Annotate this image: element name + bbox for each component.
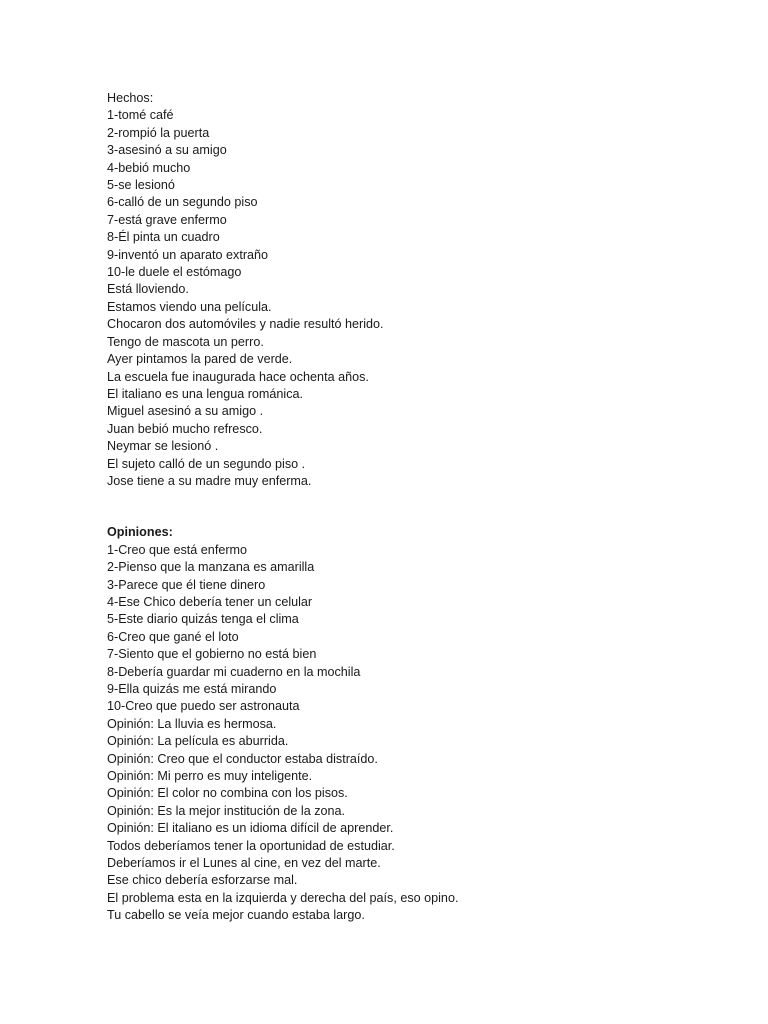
hecho-item: 8-Él pinta un cuadro	[107, 230, 220, 245]
hecho-item: 1-tomé café	[107, 108, 174, 123]
opinion-item: 10-Creo que puedo ser astronauta	[107, 699, 300, 714]
opinion-item: Todos deberíamos tener la oportunidad de estudiar.	[107, 838, 395, 853]
hecho-item: El sujeto calló de un segundo piso .	[107, 456, 306, 471]
hechos-section	[107, 90, 727, 490]
opiniones-title: Opiniones:	[107, 525, 173, 540]
hecho-item: 3-asesinó a su amigo	[107, 143, 227, 158]
opinion-item: Opinión: Mi perro es muy inteligente.	[107, 769, 313, 784]
opinion-item: Opinión: La película es aburrida.	[107, 734, 289, 749]
hechos-list	[107, 107, 727, 490]
opinion-item: 8-Debería guardar mi cuaderno en la mochila	[107, 664, 361, 679]
opinion-item: 2-Pienso que la manzana es amarilla	[107, 560, 315, 575]
opinion-item: Opinión: La lluvia es hermosa.	[107, 716, 277, 731]
hecho-item: Juan bebió mucho refresco.	[107, 421, 263, 436]
hecho-item: Ayer pintamos la pared de verde.	[107, 352, 293, 367]
hecho-item: La escuela fue inaugurada hace ochenta años.	[107, 369, 369, 384]
opinion-item: 1-Creo que está enfermo	[107, 542, 248, 557]
hecho-item: 7-está grave enfermo	[107, 212, 227, 227]
hecho-item: Chocaron dos automóviles y nadie resultó herido.	[107, 317, 384, 332]
hecho-item: 9-inventó un aparato extraño	[107, 247, 269, 262]
hecho-item: Está lloviendo.	[107, 282, 189, 297]
opinion-item: 6-Creo que gané el loto	[107, 629, 239, 644]
hecho-item: 5-se lesionó	[107, 178, 175, 193]
hechos-title: Hechos:	[107, 91, 154, 105]
opinion-item: Opinión: Creo que el conductor estaba distraído.	[107, 751, 378, 766]
opinion-item: Opinión: El color no combina con los pisos.	[107, 786, 348, 801]
opinion-item: 9-Ella quizás me está mirando	[107, 682, 277, 696]
hecho-item: Miguel asesinó a su amigo .	[107, 404, 264, 419]
opinion-item: 5-Este diario quizás tenga el clima	[107, 612, 299, 627]
section-spacer	[107, 490, 727, 524]
opinion-item: 3-Parece que él tiene dinero	[107, 577, 266, 592]
hecho-item: 2-rompió la puerta	[107, 125, 210, 140]
opinion-item: Opinión: El italiano es un idioma difícil de aprender.	[107, 821, 394, 836]
opiniones-list	[107, 542, 727, 925]
opiniones-section	[107, 524, 727, 924]
hecho-item: Jose tiene a su madre muy enferma.	[107, 473, 312, 488]
opinion-item: 4-Ese Chico debería tener un celular	[107, 594, 313, 609]
hecho-item: 6-calló de un segundo piso	[107, 195, 258, 210]
hecho-item: El italiano es una lengua románica.	[107, 386, 304, 401]
opinion-item: 7-Siento que el gobierno no está bien	[107, 647, 317, 662]
hecho-item: Neymar se lesionó .	[107, 439, 219, 454]
opinion-item: Ese chico debería esforzarse mal.	[107, 873, 298, 888]
opinion-item: Tu cabello se veía mejor cuando estaba largo.	[107, 908, 365, 923]
document-page	[107, 90, 727, 925]
hecho-item: 4-bebió mucho	[107, 160, 191, 175]
opinion-item: Deberíamos ir el Lunes al cine, en vez del marte.	[107, 856, 381, 871]
opinion-item: Opinión: Es la mejor institución de la zona.	[107, 803, 346, 818]
hecho-item: Estamos viendo una película.	[107, 299, 272, 314]
hecho-item: Tengo de mascota un perro.	[107, 334, 264, 349]
opinion-item: El problema esta en la izquierda y derecha del país, eso opino.	[107, 890, 459, 905]
hecho-item: 10-le duele el estómago	[107, 265, 242, 280]
